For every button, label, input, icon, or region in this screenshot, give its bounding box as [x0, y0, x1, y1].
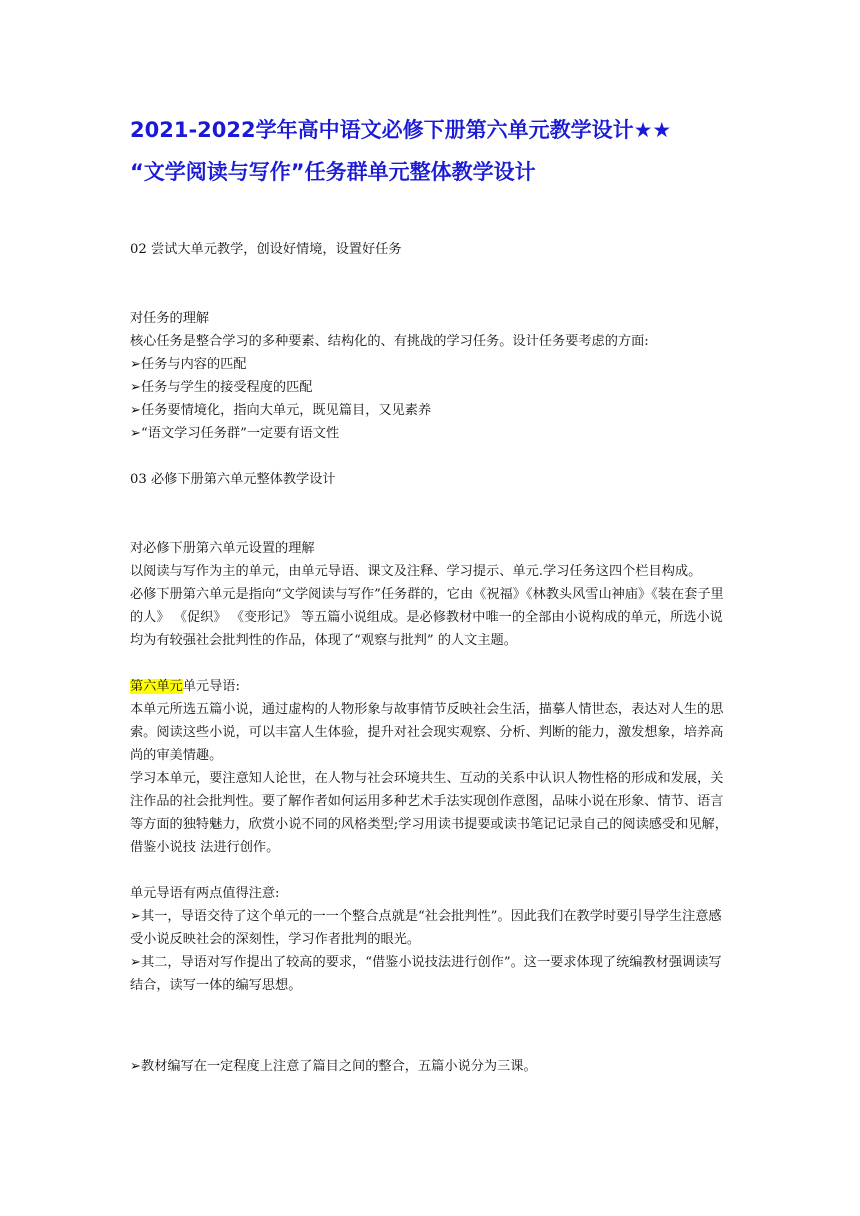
- guide-notes-heading: 单元导语有两点值得注意:: [130, 886, 280, 901]
- task-bullet: ➢“语文学习任务群”一定要有语文性: [130, 426, 340, 441]
- guide-note-1: ➢其一，导语交待了这个单元的一一个整合点就是“社会批判性”。因此我们在教学时要引导学生注意感受小说反映社会的深刻性，学习作者批判的眼光。: [130, 909, 722, 947]
- unit-understanding-heading: 对必修下册第六单元设置的理解: [130, 541, 315, 556]
- document-title-line-1: 2021-2022学年高中语文必修下册第六单元教学设计★★: [130, 118, 672, 142]
- section-03-heading: 03 必修下册第六单元整体教学设计: [130, 472, 336, 487]
- guide-note-2: ➢其二，导语对写作提出了较高的要求，“借鉴小说技法进行创作”。这一要求体现了统编教材强调读写结合，读写一体的编写思想。: [130, 955, 722, 993]
- task-understanding-intro: 核心任务是整合学习的多种要素、结构化的、有挑战的学习任务。设计任务要考虑的方面:: [130, 334, 649, 349]
- task-bullet: ➢任务与内容的匹配: [130, 357, 247, 372]
- task-bullet: ➢任务与学生的接受程度的匹配: [130, 380, 313, 395]
- task-understanding-heading: 对任务的理解: [130, 311, 210, 326]
- highlighted-unit-text: 第六单元: [130, 679, 183, 694]
- unit-guide-label: [130, 675, 730, 698]
- unit-guide-paragraph-1: 本单元所选五篇小说，通过虚构的人物形象与故事情节反映社会生活，描摹人情世态，表达对人生的思索。阅读这些小说，可以丰富人生体验，提升对社会现实观察、分析、判断的能力，激发想象，培养高尚的审美情趣。: [130, 702, 724, 763]
- document-body: [130, 238, 730, 1078]
- final-bullet: ➢教材编写在一定程度上注意了篇目之间的整合，五篇小说分为三课。: [130, 1059, 537, 1074]
- section-02-heading: 02 尝试大单元教学，创设好情境，设置好任务: [130, 242, 402, 257]
- task-bullet: ➢任务要情境化，指向大单元，既见篇目，又见素养: [130, 403, 432, 418]
- unit-structure-paragraph: 以阅读与写作为主的单元，由单元导语、课文及注释、学习提示、单元.学习任务这四个栏目构成。: [130, 564, 702, 579]
- document-title-line-2: “文学阅读与写作”任务群单元整体教学设计: [130, 160, 536, 184]
- unit-guide-paragraph-2: 学习本单元，要注意知人论世，在人物与社会环境共生、互动的关系中认识人物性格的形成和发展，关注作品的社会批判性。要了解作者如何运用多种艺术手法实现创作意图，品味小说在形象、情节、语言等方面的独特魅力，欣赏小说不同的风格类型;学习用读书提要或读书笔记记录自己的阅读感受和见解，借鉴小说技 法进行创作。: [130, 771, 728, 855]
- unit-guide-label-rest: 单元导语:: [182, 679, 240, 694]
- unit-content-paragraph: 必修下册第六单元是指向“文学阅读与写作”任务群的，它由《祝福》《林教头风雪山神庙》《装在套子里的人》 《促织》 《变形记》 等五篇小说组成。是必修教材中唯一的全部由小说构成的单元，所选小说均为有较强社会批判性的作品，体现了“观察与批判” 的人文主题。: [130, 587, 724, 648]
